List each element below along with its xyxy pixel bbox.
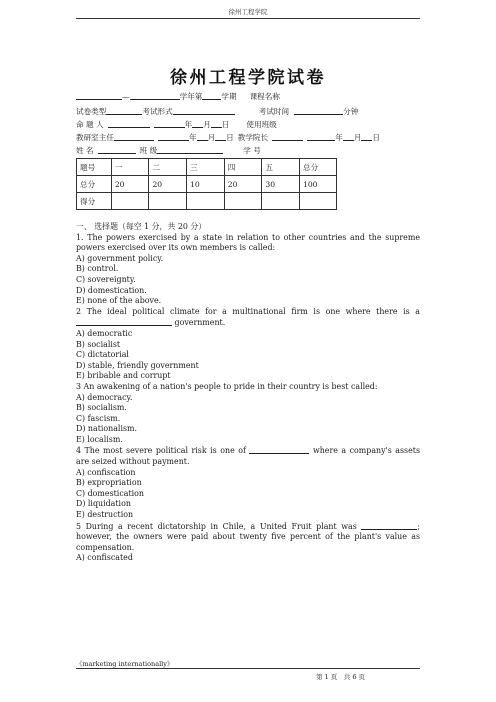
score-got-label: 得分 — [77, 193, 112, 210]
stem-part: ; however, the owners were paid about twenty five percent of the plant's value as compensation. — [76, 521, 420, 552]
stem-part: government. — [174, 318, 226, 328]
exam-form-label: 考试形式 — [142, 107, 173, 116]
setter-year-char: 年 — [184, 120, 193, 129]
question-stem — [76, 521, 420, 554]
footer-page: 第 1 页 共 6 页 — [316, 673, 366, 681]
option: B) control. — [76, 264, 119, 274]
dean-blank — [272, 132, 303, 141]
director-month-blank — [197, 132, 208, 141]
score-got-row — [77, 193, 337, 210]
score-got-cell — [224, 193, 262, 210]
score-total-cell: 30 — [262, 176, 300, 193]
setter-label: 命 题 人 — [76, 120, 104, 129]
term-label: 学期 — [221, 92, 237, 101]
year-end-blank — [130, 91, 180, 100]
score-table — [76, 158, 337, 210]
score-header-cell: 五 — [262, 159, 300, 176]
director-day-blank — [215, 132, 226, 141]
score-got-cell — [111, 193, 149, 210]
year-start-blank — [76, 91, 122, 100]
option: A) government policy. — [76, 253, 164, 263]
minutes-label: 分钟 — [343, 107, 359, 116]
option: D) domestication. — [76, 285, 147, 295]
term-blank — [202, 91, 221, 100]
director-month-char: 月 — [207, 133, 216, 142]
score-header-cell: 题号 — [77, 159, 112, 176]
option: E) none of the above. — [76, 296, 162, 306]
setter-month-char: 月 — [203, 120, 211, 129]
year-label: 学年第 — [179, 92, 203, 101]
score-total-cell: 20 — [149, 176, 187, 193]
score-header-cell: 三 — [187, 159, 225, 176]
score-total-row — [77, 176, 337, 193]
name-label: 姓 名 — [76, 146, 94, 155]
director-blank — [114, 132, 154, 141]
dean-month-char: 月 — [353, 133, 362, 142]
score-header-cell: 四 — [224, 159, 262, 176]
dean-month-blank — [343, 132, 354, 141]
meta-row-student — [76, 145, 261, 156]
section-heading: 一、 选择题（每空 1 分，共 20 分） — [76, 222, 207, 231]
director-label: 教研室主任 — [76, 133, 114, 142]
question-stem — [76, 307, 420, 329]
option: C) domestication — [76, 488, 144, 498]
question-stem: 3 An awakening of a nation's people to pride in their country is best called: — [76, 381, 378, 391]
footer-rule — [76, 668, 420, 669]
meta-row-setter — [76, 119, 277, 130]
course-label: 课程名称 — [249, 92, 280, 101]
stem-part: 5 During a recent dictatorship in Chile, a United Fruit plant was — [76, 521, 357, 531]
score-total-cell: 20 — [111, 176, 149, 193]
setter-blank — [108, 119, 150, 128]
score-header-cell: 总分 — [300, 159, 337, 176]
running-header: 徐州工程学院 — [228, 8, 268, 16]
score-total-cell: 20 — [224, 176, 262, 193]
stem-part: where a company's assets are seized without payment. — [76, 446, 420, 467]
dean-year-blank — [307, 132, 335, 141]
option: C) sovereignty. — [76, 274, 136, 284]
option: E) bribable and corrupt — [76, 371, 171, 381]
student-no-label: 学 号 — [243, 146, 261, 155]
exam-title: 徐州工程学院试卷 — [170, 68, 326, 88]
exam-form-blank — [173, 106, 235, 115]
score-total-cell: 10 — [187, 176, 225, 193]
score-header-cell: 一 — [111, 159, 149, 176]
option: D) stable, friendly government — [76, 360, 199, 370]
paper-type-blank — [106, 106, 142, 115]
meta-row-type — [76, 106, 358, 117]
header-rule — [76, 18, 420, 19]
question-list — [76, 222, 420, 564]
class-used-label: 使用班级 — [246, 120, 277, 129]
class-label: 班 级 — [139, 146, 158, 155]
year-sep: — — [122, 92, 130, 101]
score-got-cell — [262, 193, 300, 210]
score-got-cell — [300, 193, 337, 210]
score-got-cell — [187, 193, 225, 210]
setter-year-blank — [154, 119, 185, 128]
score-total-cell: 100 — [300, 176, 337, 193]
option: E) destruction — [76, 510, 134, 520]
dean-day-blank — [361, 132, 372, 141]
option: A) confiscated — [76, 553, 133, 563]
option: C) dictatorial — [76, 350, 129, 360]
option: C) fascism. — [76, 413, 121, 423]
exam-time-label: 考试时间 — [258, 107, 290, 116]
director-day-char: 日 — [226, 133, 234, 142]
option: D) liquidation — [76, 499, 131, 509]
director-year-blank — [158, 132, 189, 141]
option: B) expropriation — [76, 478, 142, 488]
option: B) socialist — [76, 339, 121, 349]
setter-day-blank — [211, 119, 222, 128]
exam-time-blank — [294, 106, 343, 115]
answer-blank — [76, 317, 172, 326]
option: A) confiscation — [76, 467, 136, 477]
class-blank — [157, 145, 223, 154]
footer-course: 《marketing internationally》 — [76, 660, 174, 668]
answer-blank — [249, 445, 309, 454]
meta-row-director — [76, 132, 380, 143]
name-blank — [98, 145, 136, 154]
paper-type-label: 试卷类型 — [76, 107, 107, 116]
answer-blank — [361, 521, 417, 530]
option: B) socialism. — [76, 403, 127, 413]
stem-part: 2 The ideal political climate for a multinational firm is one where there is a — [76, 306, 420, 316]
meta-row-year — [76, 91, 280, 102]
dean-label: 教学院长 — [237, 133, 269, 142]
score-header-cell: 二 — [149, 159, 187, 176]
setter-day-char: 日 — [221, 120, 230, 129]
option: D) nationalism. — [76, 424, 138, 434]
dean-year-char: 年 — [335, 133, 343, 142]
score-total-cell: 总分 — [77, 176, 112, 193]
option: A) democratic — [76, 328, 133, 338]
score-header-row — [77, 159, 337, 176]
score-got-cell — [149, 193, 187, 210]
dean-day-char: 日 — [372, 133, 380, 142]
question-stem: 1. The powers exercised by a state in relation to other countries and the supreme powers exercised over its own members is called: — [76, 232, 420, 253]
option: A) democracy. — [76, 392, 133, 402]
question-stem — [76, 445, 420, 467]
option: E) localism. — [76, 434, 123, 444]
setter-month-blank — [192, 119, 203, 128]
director-year-char: 年 — [188, 133, 197, 142]
stem-part: 4 The most severe political risk is one of — [76, 446, 246, 456]
